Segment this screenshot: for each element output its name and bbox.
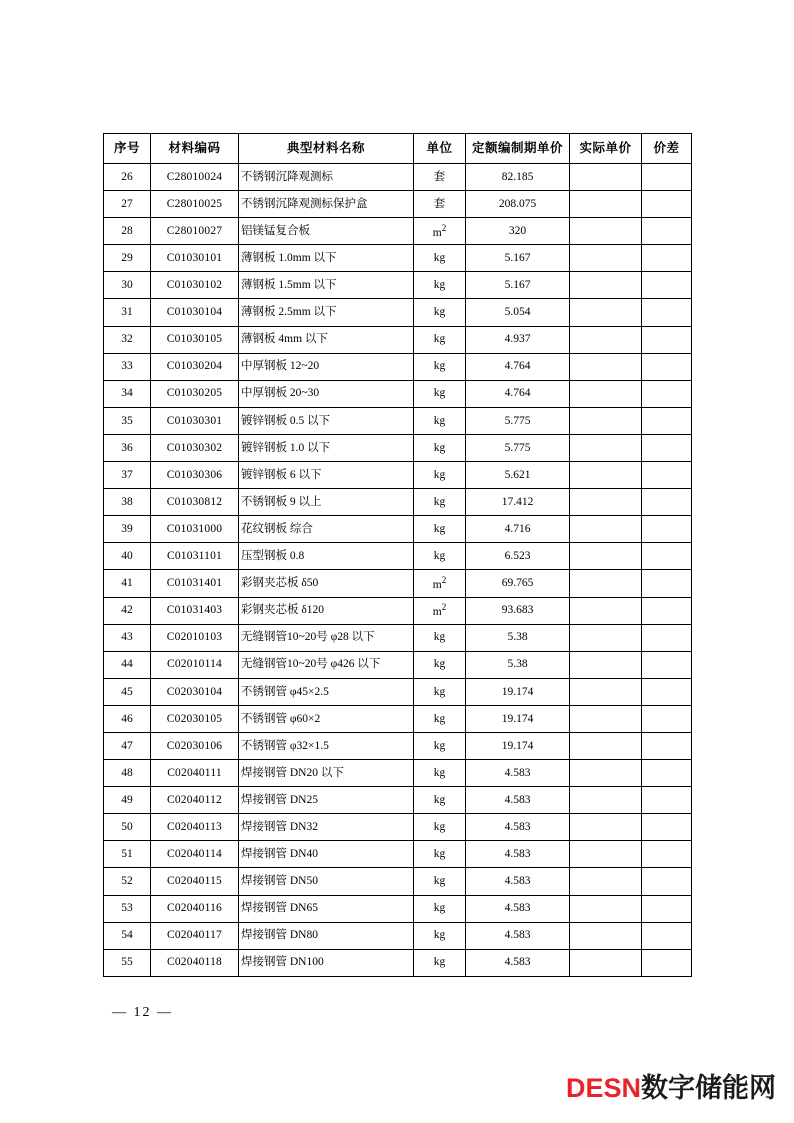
cell-unit: [414, 814, 466, 841]
cell-sequence: 32: [104, 326, 151, 353]
cell-material-name: 不锈钢沉降观测标: [239, 164, 414, 191]
cell-unit: [414, 516, 466, 543]
cell-material-code: C02040113: [151, 814, 239, 841]
cell-material-name: 薄钢板 4mm 以下: [239, 326, 414, 353]
cell-sequence: 48: [104, 760, 151, 787]
cell-sequence: 27: [104, 191, 151, 218]
table-row: [104, 705, 692, 732]
cell-price-difference[interactable]: [642, 787, 692, 814]
cell-base-price: 82.185: [466, 164, 570, 191]
cell-unit: [414, 949, 466, 976]
cell-material-code: C01030302: [151, 434, 239, 461]
unit-text: kg: [433, 306, 446, 319]
cell-price-difference[interactable]: [642, 516, 692, 543]
cell-base-price: 4.764: [466, 380, 570, 407]
cell-material-name: 镀锌钢板 1.0 以下: [239, 434, 414, 461]
cell-unit: [414, 787, 466, 814]
cell-unit: [414, 407, 466, 434]
cell-unit: [414, 191, 466, 218]
cell-material-name: 焊接钢管 DN100: [239, 949, 414, 976]
unit-text: 套: [433, 170, 446, 183]
cell-unit: [414, 272, 466, 299]
cell-base-price: 5.775: [466, 407, 570, 434]
table-row: [104, 434, 692, 461]
cell-material-name: 不锈钢沉降观测标保护盒: [239, 191, 414, 218]
cell-material-code: C02040117: [151, 922, 239, 949]
cell-unit: [414, 868, 466, 895]
watermark-latin-text: DESN: [565, 1073, 641, 1103]
cell-actual-price[interactable]: [570, 164, 642, 191]
material-price-table-container: [103, 133, 691, 977]
cell-sequence: 29: [104, 245, 151, 272]
cell-sequence: 52: [104, 868, 151, 895]
cell-sequence: 26: [104, 164, 151, 191]
unit-text: kg: [433, 522, 446, 535]
unit-text: kg: [433, 956, 446, 969]
cell-unit: [414, 760, 466, 787]
cell-material-name: 铝镁锰复合板: [239, 218, 414, 245]
cell-base-price: 4.583: [466, 841, 570, 868]
table-row: [104, 380, 692, 407]
cell-material-code: C02040111: [151, 760, 239, 787]
cell-base-price: 4.764: [466, 353, 570, 380]
cell-material-name: 薄钢板 1.5mm 以下: [239, 272, 414, 299]
cell-base-price: 17.412: [466, 489, 570, 516]
cell-actual-price[interactable]: [570, 841, 642, 868]
cell-material-code: C02030104: [151, 678, 239, 705]
cell-price-difference[interactable]: [642, 543, 692, 570]
cell-base-price: 4.583: [466, 787, 570, 814]
cell-price-difference[interactable]: [642, 841, 692, 868]
column-header-price-difference: 价差: [642, 134, 692, 164]
cell-price-difference[interactable]: [642, 299, 692, 326]
cell-material-name: 焊接钢管 DN25: [239, 787, 414, 814]
table-row: [104, 895, 692, 922]
cell-base-price: 19.174: [466, 705, 570, 732]
table-row: [104, 760, 692, 787]
cell-material-code: C01031403: [151, 597, 239, 624]
cell-price-difference[interactable]: [642, 922, 692, 949]
cell-actual-price[interactable]: [570, 814, 642, 841]
table-row: [104, 407, 692, 434]
cell-actual-price[interactable]: [570, 380, 642, 407]
cell-unit: [414, 624, 466, 651]
cell-sequence: 34: [104, 380, 151, 407]
column-header-base-price: 定额编制期单价: [466, 134, 570, 164]
column-header-actual-price: 实际单价: [570, 134, 642, 164]
cell-actual-price[interactable]: [570, 597, 642, 624]
cell-material-name: 焊接钢管 DN32: [239, 814, 414, 841]
unit-text: kg: [433, 252, 446, 264]
cell-unit: [414, 434, 466, 461]
cell-sequence: 55: [104, 949, 151, 976]
cell-unit: [414, 326, 466, 353]
cell-unit: [414, 651, 466, 678]
cell-base-price: 69.765: [466, 570, 570, 597]
cell-material-name: 彩钢夹芯板 δ120: [239, 597, 414, 624]
cell-price-difference[interactable]: [642, 705, 692, 732]
cell-base-price: 19.174: [466, 678, 570, 705]
cell-actual-price[interactable]: [570, 949, 642, 976]
cell-base-price: 4.583: [466, 922, 570, 949]
cell-actual-price[interactable]: [570, 678, 642, 705]
cell-price-difference[interactable]: [642, 949, 692, 976]
cell-unit: [414, 218, 466, 245]
cell-sequence: 45: [104, 678, 151, 705]
cell-price-difference[interactable]: [642, 570, 692, 597]
cell-price-difference[interactable]: [642, 651, 692, 678]
cell-base-price: 4.583: [466, 760, 570, 787]
unit-text: m: [432, 578, 442, 591]
table-row: [104, 299, 692, 326]
column-header-material-code: 材料编码: [151, 134, 239, 164]
table-row: [104, 191, 692, 218]
cell-material-code: C01030101: [151, 245, 239, 272]
table-row: [104, 814, 692, 841]
cell-base-price: 4.583: [466, 868, 570, 895]
unit-text: kg: [433, 820, 446, 833]
cell-material-code: C01030306: [151, 462, 239, 489]
cell-material-name: 中厚钢板 20~30: [239, 380, 414, 407]
cell-base-price: 6.523: [466, 543, 570, 570]
cell-material-code: C02030105: [151, 705, 239, 732]
cell-material-code: C02040114: [151, 841, 239, 868]
cell-unit: [414, 299, 466, 326]
cell-sequence: 51: [104, 841, 151, 868]
cell-unit: [414, 462, 466, 489]
unit-text: kg: [433, 793, 446, 806]
table-row: [104, 841, 692, 868]
cell-price-difference[interactable]: [642, 732, 692, 759]
cell-base-price: 4.583: [466, 814, 570, 841]
cell-material-code: C01030204: [151, 353, 239, 380]
cell-unit: [414, 543, 466, 570]
unit-text: kg: [433, 739, 446, 752]
cell-unit: [414, 353, 466, 380]
unit-text: kg: [433, 279, 446, 292]
unit-text: 套: [433, 197, 446, 210]
table-row: [104, 949, 692, 976]
cell-sequence: 37: [104, 462, 151, 489]
cell-unit: [414, 705, 466, 732]
unit-text: kg: [433, 766, 446, 779]
cell-sequence: 50: [104, 814, 151, 841]
cell-material-code: C01030301: [151, 407, 239, 434]
cell-base-price: 5.167: [466, 245, 570, 272]
cell-material-code: C01030104: [151, 299, 239, 326]
cell-unit: [414, 380, 466, 407]
unit-text: kg: [433, 333, 446, 346]
cell-base-price: 5.38: [466, 651, 570, 678]
cell-base-price: 4.937: [466, 326, 570, 353]
cell-sequence: 41: [104, 570, 151, 597]
cell-actual-price[interactable]: [570, 922, 642, 949]
cell-material-name: 焊接钢管 DN20 以下: [239, 760, 414, 787]
page-number: — 12 —: [112, 1005, 173, 1020]
cell-sequence: 28: [104, 218, 151, 245]
cell-base-price: 4.583: [466, 949, 570, 976]
cell-price-difference[interactable]: [642, 380, 692, 407]
table-row: [104, 597, 692, 624]
cell-actual-price[interactable]: [570, 272, 642, 299]
cell-material-code: C02010103: [151, 624, 239, 651]
cell-actual-price[interactable]: [570, 434, 642, 461]
unit-text: kg: [433, 631, 446, 644]
cell-sequence: 47: [104, 732, 151, 759]
table-row: [104, 787, 692, 814]
table-row: [104, 245, 692, 272]
cell-material-code: C01030102: [151, 272, 239, 299]
cell-unit: [414, 164, 466, 191]
unit-text: kg: [433, 360, 446, 373]
cell-actual-price[interactable]: [570, 705, 642, 732]
cell-price-difference[interactable]: [642, 678, 692, 705]
cell-base-price: 320: [466, 218, 570, 245]
cell-material-name: 彩钢夹芯板 δ50: [239, 570, 414, 597]
cell-unit: [414, 895, 466, 922]
unit-text: kg: [433, 875, 446, 888]
table-row: [104, 326, 692, 353]
table-row: [104, 624, 692, 651]
cell-material-code: C28010027: [151, 218, 239, 245]
unit-text: kg: [433, 902, 446, 915]
cell-material-name: 焊接钢管 DN65: [239, 895, 414, 922]
unit-exponent: 2: [441, 601, 447, 612]
unit-text: kg: [433, 929, 446, 942]
cell-material-code: C28010024: [151, 164, 239, 191]
column-header-sequence: 序号: [104, 134, 151, 164]
cell-price-difference[interactable]: [642, 326, 692, 353]
cell-base-price: 5.054: [466, 299, 570, 326]
cell-material-name: 薄钢板 2.5mm 以下: [239, 299, 414, 326]
cell-material-name: 镀锌钢板 6 以下: [239, 462, 414, 489]
table-row: [104, 218, 692, 245]
cell-sequence: 38: [104, 489, 151, 516]
table-row: [104, 516, 692, 543]
cell-base-price: 5.167: [466, 272, 570, 299]
cell-unit: [414, 597, 466, 624]
cell-material-name: 压型钢板 0.8: [239, 543, 414, 570]
cell-unit: [414, 245, 466, 272]
cell-price-difference[interactable]: [642, 868, 692, 895]
unit-text: m: [432, 605, 442, 618]
unit-text: kg: [433, 685, 446, 698]
unit-text: kg: [433, 495, 446, 508]
cell-base-price: 5.38: [466, 624, 570, 651]
cell-material-name: 镀锌钢板 0.5 以下: [239, 407, 414, 434]
cell-sequence: 36: [104, 434, 151, 461]
cell-price-difference[interactable]: [642, 218, 692, 245]
cell-price-difference[interactable]: [642, 434, 692, 461]
unit-text: kg: [433, 441, 446, 454]
cell-sequence: 40: [104, 543, 151, 570]
unit-text: kg: [433, 658, 446, 671]
cell-sequence: 53: [104, 895, 151, 922]
cell-sequence: 35: [104, 407, 151, 434]
table-row: [104, 922, 692, 949]
table-row: [104, 543, 692, 570]
table-row: [104, 732, 692, 759]
table-row: [104, 462, 692, 489]
cell-actual-price[interactable]: [570, 651, 642, 678]
cell-sequence: 33: [104, 353, 151, 380]
cell-material-name: 中厚钢板 12~20: [239, 353, 414, 380]
table-row: [104, 678, 692, 705]
unit-text: kg: [433, 414, 446, 427]
unit-text: kg: [433, 848, 446, 861]
table-body: [104, 164, 692, 977]
cell-price-difference[interactable]: [642, 272, 692, 299]
cell-actual-price[interactable]: [570, 191, 642, 218]
cell-material-code: C02040116: [151, 895, 239, 922]
table-row: [104, 272, 692, 299]
unit-text: kg: [433, 550, 446, 563]
cell-material-name: 焊接钢管 DN40: [239, 841, 414, 868]
cell-price-difference[interactable]: [642, 597, 692, 624]
cell-price-difference[interactable]: [642, 814, 692, 841]
cell-base-price: 4.716: [466, 516, 570, 543]
cell-actual-price[interactable]: [570, 868, 642, 895]
table-row: [104, 868, 692, 895]
column-header-material-name: 典型材料名称: [239, 134, 414, 164]
cell-actual-price[interactable]: [570, 245, 642, 272]
cell-material-code: C02040115: [151, 868, 239, 895]
cell-actual-price[interactable]: [570, 543, 642, 570]
cell-actual-price[interactable]: [570, 895, 642, 922]
cell-material-name: 不锈钢管 φ45×2.5: [239, 678, 414, 705]
unit-text: kg: [433, 387, 446, 400]
table-row: [104, 489, 692, 516]
cell-actual-price[interactable]: [570, 516, 642, 543]
cell-base-price: 93.683: [466, 597, 570, 624]
cell-material-name: 花纹钢板 综合: [239, 516, 414, 543]
cell-actual-price[interactable]: [570, 407, 642, 434]
cell-price-difference[interactable]: [642, 164, 692, 191]
cell-unit: [414, 922, 466, 949]
cell-price-difference[interactable]: [642, 489, 692, 516]
cell-actual-price[interactable]: [570, 760, 642, 787]
cell-actual-price[interactable]: [570, 732, 642, 759]
unit-exponent: 2: [441, 222, 447, 233]
cell-sequence: 44: [104, 651, 151, 678]
cell-base-price: 4.583: [466, 895, 570, 922]
cell-base-price: 5.621: [466, 462, 570, 489]
watermark-logo: [566, 1066, 776, 1105]
cell-material-code: C01031000: [151, 516, 239, 543]
cell-base-price: 5.775: [466, 434, 570, 461]
cell-base-price: 19.174: [466, 732, 570, 759]
cell-material-code: C01031101: [151, 543, 239, 570]
cell-unit: [414, 678, 466, 705]
cell-material-name: 不锈钢管 φ32×1.5: [239, 732, 414, 759]
material-price-table: [103, 133, 692, 977]
cell-sequence: 39: [104, 516, 151, 543]
cell-material-name: 不锈钢板 9 以上: [239, 489, 414, 516]
cell-material-code: C02030106: [151, 732, 239, 759]
cell-material-code: C02040118: [151, 949, 239, 976]
cell-material-name: 焊接钢管 DN50: [239, 868, 414, 895]
cell-actual-price[interactable]: [570, 462, 642, 489]
cell-price-difference[interactable]: [642, 462, 692, 489]
cell-material-name: 无缝钢管10~20号 φ426 以下: [239, 651, 414, 678]
cell-price-difference[interactable]: [642, 353, 692, 380]
cell-material-code: C01031401: [151, 570, 239, 597]
table-row: [104, 164, 692, 191]
cell-material-code: C01030105: [151, 326, 239, 353]
unit-text: m: [432, 226, 442, 239]
cell-unit: [414, 732, 466, 759]
cell-material-code: C28010025: [151, 191, 239, 218]
cell-price-difference[interactable]: [642, 245, 692, 272]
cell-sequence: 30: [104, 272, 151, 299]
column-header-unit: 单位: [414, 134, 466, 164]
cell-material-code: C02040112: [151, 787, 239, 814]
cell-material-code: C01030812: [151, 489, 239, 516]
unit-exponent: 2: [441, 574, 447, 585]
cell-material-name: 无缝钢管10~20号 φ28 以下: [239, 624, 414, 651]
cell-actual-price[interactable]: [570, 299, 642, 326]
cell-material-name: 薄钢板 1.0mm 以下: [239, 245, 414, 272]
cell-sequence: 42: [104, 597, 151, 624]
unit-text: kg: [433, 712, 446, 725]
cell-actual-price[interactable]: [570, 624, 642, 651]
cell-price-difference[interactable]: [642, 407, 692, 434]
cell-actual-price[interactable]: [570, 787, 642, 814]
cell-material-code: C02010114: [151, 651, 239, 678]
cell-sequence: 43: [104, 624, 151, 651]
cell-base-price: 208.075: [466, 191, 570, 218]
cell-unit: [414, 489, 466, 516]
cell-unit: [414, 570, 466, 597]
cell-material-name: 不锈钢管 φ60×2: [239, 705, 414, 732]
cell-actual-price[interactable]: [570, 218, 642, 245]
cell-actual-price[interactable]: [570, 570, 642, 597]
cell-actual-price[interactable]: [570, 353, 642, 380]
cell-actual-price[interactable]: [570, 489, 642, 516]
cell-actual-price[interactable]: [570, 326, 642, 353]
table-header: [104, 134, 692, 164]
cell-price-difference[interactable]: [642, 760, 692, 787]
cell-sequence: 54: [104, 922, 151, 949]
cell-sequence: 31: [104, 299, 151, 326]
cell-price-difference[interactable]: [642, 624, 692, 651]
cell-material-code: C01030205: [151, 380, 239, 407]
table-row: [104, 651, 692, 678]
cell-material-name: 焊接钢管 DN80: [239, 922, 414, 949]
cell-unit: [414, 841, 466, 868]
table-row: [104, 353, 692, 380]
cell-price-difference[interactable]: [642, 191, 692, 218]
cell-sequence: 46: [104, 705, 151, 732]
table-header-row: [104, 134, 692, 164]
cell-sequence: 49: [104, 787, 151, 814]
unit-text: kg: [433, 468, 446, 481]
table-row: [104, 570, 692, 597]
watermark-chinese-text: 数字储能网: [641, 1073, 776, 1103]
cell-price-difference[interactable]: [642, 895, 692, 922]
